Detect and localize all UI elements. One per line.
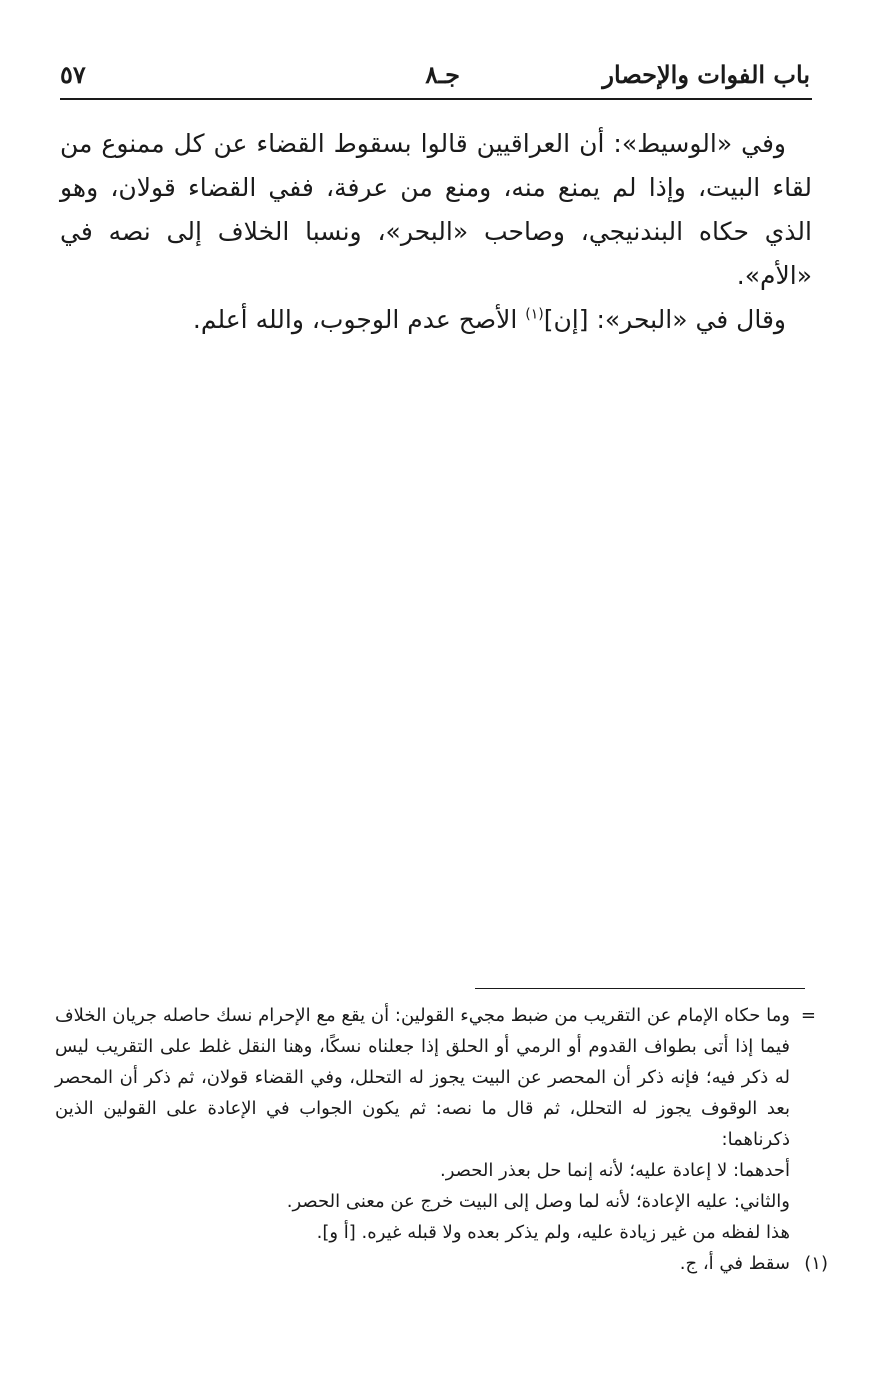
continuation-marker: =	[800, 1005, 816, 1026]
paragraph-text: وقال في «البحر»: [إن]	[543, 305, 786, 334]
header-divider	[60, 98, 812, 100]
footnote-divider	[475, 988, 805, 989]
footnote-text: وما حكاه الإمام عن التقريب من ضبط مجيء القولين: أن يقع مع الإحرام نسك حاصله جريان الخلاف فيما إذا أتى بطواف القدوم أو الرمي أو الحلق إذا جعلناه نسكًا، وهنا النقل غلط على التقريب ليس له ذكر فيه؛ فإنه ذكر أن المحصر عن البيت يجوز له التحلل، وفي القضاء قولان، ثم ذكر أن المحصر بعد الوقوف يجوز له التحلل، ثم قال ما نصه: ثم يكون الجواب في الإعادة على القولين الذين ذكرناهما:	[55, 1005, 790, 1150]
main-paragraph	[60, 298, 812, 342]
footnotes	[55, 1000, 828, 1279]
volume-label: جـ٨	[425, 60, 460, 89]
footnote-item	[55, 1248, 828, 1279]
running-header	[60, 58, 810, 92]
footnote-line: والثاني: عليه الإعادة؛ لأنه لما وصل إلى البيت خرج عن معنى الحصر.	[286, 1191, 790, 1212]
footnote-reference: (١)	[525, 306, 544, 323]
footnote-number: (١)	[804, 1253, 828, 1274]
chapter-title: باب الفوات والإحصار	[602, 60, 810, 89]
footnote-line: هذا لفظه من غير زيادة عليه، ولم يذكر بعده ولا قبله غيره. [أ و].	[316, 1222, 790, 1243]
main-paragraph: وفي «الوسيط»: أن العراقيين قالوا بسقوط القضاء عن كل ممنوع من لقاء البيت، وإذا لم يمنع منه، ومنع من عرفة، ففي القضاء قولان، وهو الذي حكاه البندنيجي، وصاحب «البحر»، ونسبا الخلاف إلى نصه في «الأم».	[60, 129, 812, 290]
footnote-continuation	[55, 1000, 816, 1248]
page-number: ٥٧	[60, 60, 86, 89]
paragraph-text: الأصح عدم الوجوب، والله أعلم.	[192, 305, 526, 334]
footnote-text: سقط في أ، ج.	[679, 1253, 790, 1274]
footnote-line: أحدهما: لا إعادة عليه؛ لأنه إنما حل بعذر الحصر.	[439, 1160, 790, 1181]
main-text	[60, 122, 812, 342]
